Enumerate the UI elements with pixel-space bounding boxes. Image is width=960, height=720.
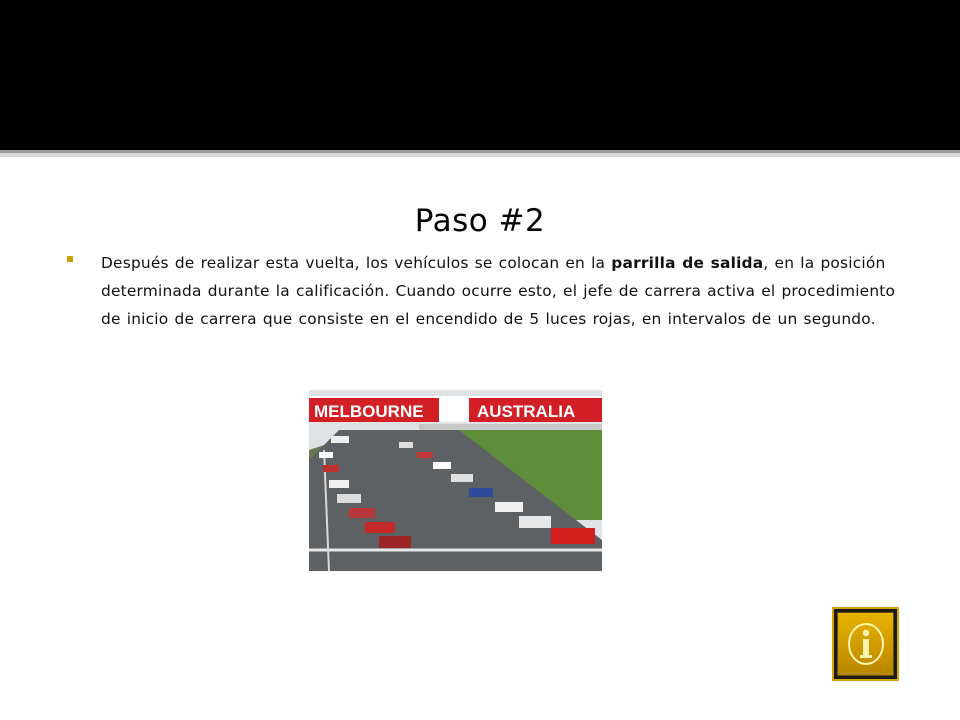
paragraph-text-start: Después de realizar esta vuelta, los vehículos se colocan en la — [101, 254, 612, 272]
slide-paragraph — [101, 249, 911, 333]
info-icon — [837, 612, 894, 676]
slide-title: Paso #2 — [414, 203, 546, 239]
banner-left-text: MELBOURNE — [314, 402, 424, 421]
header-bar — [0, 0, 960, 150]
square-bullet-icon — [67, 256, 73, 262]
paragraph-bold-term: parrilla de salida — [611, 254, 764, 272]
paragraph-text-end: , en la posición determinada durante la calificación. Cuando ocurre esto, el jefe de carrera activa el procedimiento de inicio de carrera que consiste en el encendido de 5 luces rojas, en intervalos de un segundo. — [101, 254, 896, 328]
race-start-photo — [309, 390, 602, 571]
header-divider-light — [0, 153, 960, 157]
banner-right-text: AUSTRALIA — [477, 402, 576, 421]
info-button[interactable] — [832, 607, 899, 681]
race-start-illustration — [309, 390, 602, 571]
